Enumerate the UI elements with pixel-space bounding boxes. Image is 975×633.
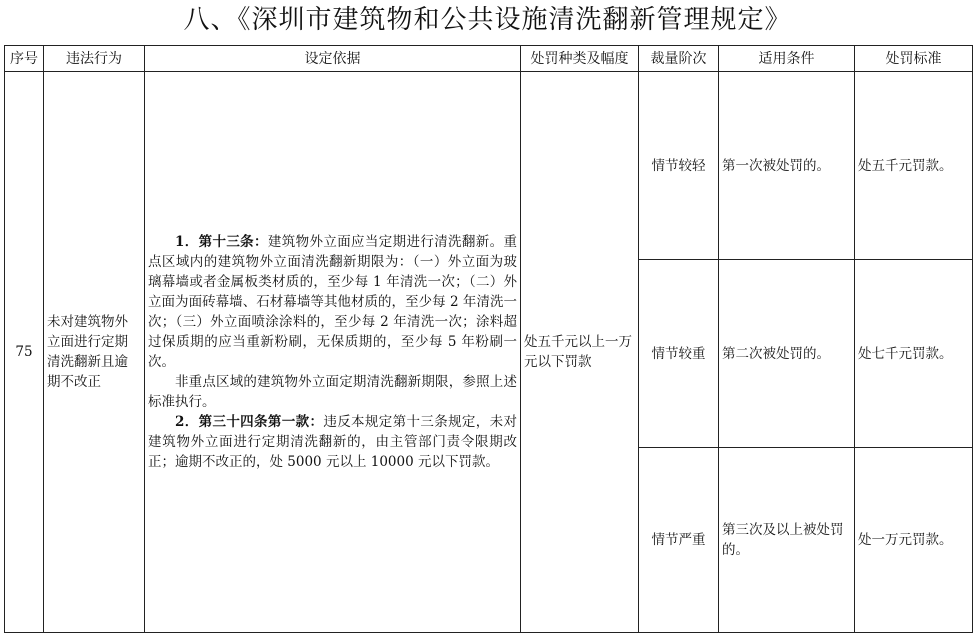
basis-article-34-text: 违反本规定第十三条规定，未对建筑物外立面进行定期清洗翻新的，由主管部门责令限期改正；逾期不改正的，处 5000 元以上 10000 元以下罚款。: [148, 414, 517, 470]
condition-cell-2: 第二次被处罚的。: [719, 260, 855, 448]
standard-cell-3: 处一万元罚款。: [855, 448, 973, 633]
basis-article-34: 2．第三十四条第一款：: [175, 414, 324, 430]
standard-cell-1: 处五千元罚款。: [855, 72, 973, 260]
header-seq: 序号: [5, 46, 44, 72]
condition-cell-1: 第一次被处罚的。: [719, 72, 855, 260]
standard-cell-2: 处七千元罚款。: [855, 260, 973, 448]
basis-paragraph-1: [148, 232, 517, 372]
basis-article-13: 1．第十三条：: [175, 234, 268, 250]
table-row: [5, 72, 973, 260]
header-penalty: 处罚种类及幅度: [521, 46, 639, 72]
penalty-cell: 处五千元以上一万元以下罚款: [521, 72, 639, 633]
violation-cell: 未对建筑物外立面进行定期清洗翻新且逾期不改正: [44, 72, 145, 633]
header-row: [5, 46, 973, 72]
level-cell-3: 情节严重: [639, 448, 719, 633]
document-title: 八、《深圳市建筑物和公共设施清洗翻新管理规定》: [183, 5, 792, 35]
level-cell-1: 情节较轻: [639, 72, 719, 260]
condition-cell-3: 第三次及以上被处罚的。: [719, 448, 855, 633]
header-violation: 违法行为: [44, 46, 145, 72]
basis-paragraph-3: [148, 412, 517, 472]
seq-cell: 75: [5, 72, 44, 633]
header-basis: 设定依据: [145, 46, 521, 72]
penalty-table: [4, 45, 973, 633]
header-condition: 适用条件: [719, 46, 855, 72]
basis-paragraph-2: [148, 372, 517, 412]
basis-cell: [145, 72, 521, 633]
header-level: 裁量阶次: [639, 46, 719, 72]
header-standard: 处罚标准: [855, 46, 973, 72]
basis-non-key-area-text: 非重点区域的建筑物外立面定期清洗翻新期限，参照上述标准执行。: [148, 374, 517, 410]
level-cell-2: 情节较重: [639, 260, 719, 448]
basis-article-13-text: 建筑物外立面应当定期进行清洗翻新。重点区域内的建筑物外立面清洗翻新期限为：（一）外立面为玻璃幕墙或者金属板类材质的，至少每 1 年清洗一次；（二）外立面为面砖幕墙、石材幕墙等其他材质的，至少每 2 年清洗一次；（三）外立面喷涂涂料的，至少每 2 年清洗一次；涂料超过保质期的应当重新粉刷，无保质期的，至少每 5 年粉刷一次。: [148, 234, 517, 370]
